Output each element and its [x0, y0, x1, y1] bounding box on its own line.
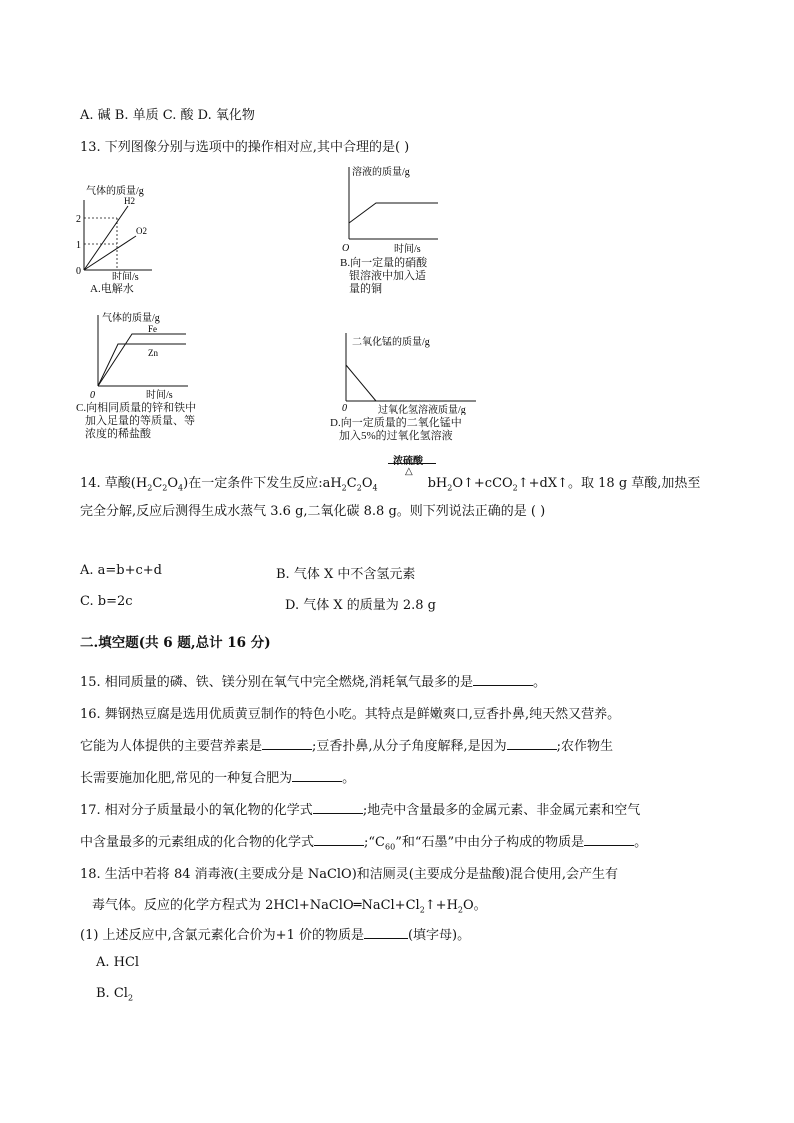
- graph-a: [72, 180, 172, 280]
- q16-blank-2: [507, 737, 557, 750]
- graph-c-xlabel: 时间/s: [146, 390, 173, 401]
- graph-b: [338, 163, 448, 255]
- q15: 15. 相同质量的磷、铁、镁分别在氧气中完全燃烧,消耗氧气最多的是 。: [80, 675, 546, 690]
- graph-b-xlabel: 时间/s: [394, 244, 421, 255]
- q18-part1: (1) 上述反应中,含氯元素化合价为+1 价的物质是 (填字母)。: [80, 928, 471, 943]
- graph-c: [88, 310, 198, 402]
- graph-c-caption: C.向相同质量的锌和铁中 加入足量的等质量、等 浓度的稀盐酸: [76, 402, 197, 440]
- graph-a-ylabel: 气体的质量/g: [86, 186, 144, 197]
- q14-condition-bottom: △: [405, 466, 413, 477]
- q14-arrow-line: [388, 463, 436, 464]
- q18-option-a: A. HCl: [96, 955, 140, 970]
- q15-blank: [473, 673, 533, 686]
- graph-c-series-zn: Zn: [148, 348, 158, 358]
- graph-b-ylabel: 溶液的质量/g: [352, 167, 410, 178]
- q14-condition-top: 浓硫酸: [393, 456, 423, 467]
- q14-line2: 完全分解,反应后测得生成水蒸气 3.6 g,二氧化碳 8.8 g。则下列说法正确的是 ( ): [80, 504, 546, 519]
- q16-blank-3: [292, 769, 342, 782]
- graph-c-ylabel: 气体的质量/g: [102, 313, 160, 324]
- graph-a-tick-2: 2: [76, 214, 81, 225]
- q17-blank-1: [313, 801, 363, 814]
- section-heading-fill-in: 二.填空题(共 6 题,总计 16 分): [80, 635, 271, 651]
- q18-blank-1: [364, 926, 408, 939]
- graph-c-origin: 0: [90, 390, 95, 401]
- graph-a-tick-1: 1: [76, 240, 81, 251]
- graph-a-series-h2: H2: [124, 196, 135, 206]
- graph-d-ylabel: 二氧化锰的质量/g: [352, 337, 430, 348]
- q17-blank-3: [584, 833, 634, 846]
- q18-line1: 18. 生活中若将 84 消毒液(主要成分是 NaClO)和洁厕灵(主要成分是盐酸)混合使用,会产生有: [80, 867, 619, 882]
- q18-line2: 毒气体。反应的化学方程式为 $2HCl+NaClO═NaCl+Cl_2↑+H_2O$。: [92, 898, 487, 915]
- graph-d: [336, 327, 486, 415]
- graph-a-series-o2: O2: [136, 226, 147, 236]
- q14-option-d: D. 气体 X 的质量为 2.8 g: [285, 598, 437, 613]
- q17-blank-2: [314, 833, 364, 846]
- q12-options: A. 碱 B. 单质 C. 酸 D. 氧化物: [80, 108, 255, 123]
- q16-blank-1: [262, 737, 312, 750]
- q14-line1: 14. 草酸$(H_2C_2O_4)$在一定条件下发生反应$:aH_2C_2O_4$ $bH_2O↑+cCO_2↑+dX↑$。取 18 g 草酸,加热至: [80, 476, 701, 493]
- q16-line2: 它能为人体提供的主要营养素是 ;豆香扑鼻,从分子角度解释,是因为 ;农作物生: [80, 739, 614, 754]
- graph-b-origin: O: [342, 243, 350, 254]
- graph-d-caption: D.向一定质量的二氧化锰中 加入5%的过氧化氢溶液: [330, 417, 462, 442]
- q17-line2: 中含量最多的元素组成的化合物的化学式 $;“C_{60}$”和“石墨”中由分子构成的物质是 。: [80, 835, 648, 852]
- graph-d-origin: 0: [342, 403, 347, 414]
- q18-option-b: B. $Cl_2$: [96, 986, 134, 1003]
- q14-option-c: C. b=2c: [80, 594, 133, 609]
- graph-b-caption: B.向一定量的硝酸 银溶液中加入适 量的铜: [340, 257, 428, 295]
- graph-d-xlabel: 过氧化氢溶液质量/g: [378, 405, 466, 415]
- graph-a-caption: A.电解水: [90, 283, 134, 295]
- q14-option-a: A. a=b+c+d: [80, 563, 163, 578]
- q13-stem: 13. 下列图像分别与选项中的操作相对应,其中合理的是( ): [80, 140, 410, 155]
- graph-c-series-fe: Fe: [148, 324, 157, 334]
- q16-line3: 长需要施加化肥,常见的一种复合肥为 。: [80, 771, 356, 786]
- q14-option-b: B. 气体 X 中不含氢元素: [276, 567, 416, 582]
- q16-line1: 16. 舞钢热豆腐是选用优质黄豆制作的特色小吃。其特点是鲜嫩爽口,豆香扑鼻,纯天然又营养。: [80, 707, 621, 722]
- graph-a-tick-0: 0: [76, 266, 81, 277]
- q17-line1: 17. 相对分子质量最小的氧化物的化学式 ;地壳中含量最多的金属元素、非金属元素和空气: [80, 803, 641, 818]
- graph-a-xlabel: 时间/s: [112, 272, 139, 280]
